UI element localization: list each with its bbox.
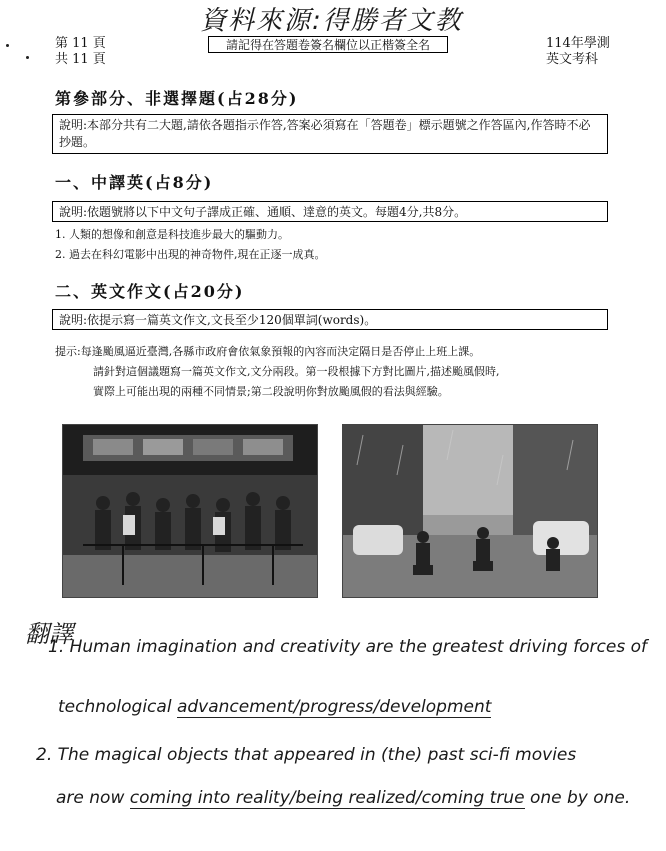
- section1-title: 一、中譯英(占8分): [55, 173, 214, 192]
- question-1: 1. 人類的想像和創意是科技進步最大的驅動力。: [55, 228, 289, 241]
- answer-2-line-1: 2. The magical objects that appeared in (the) past sci-fi movies: [36, 745, 577, 765]
- flooded-street-photo: [342, 424, 598, 598]
- answers-heading: 翻譯: [25, 620, 73, 648]
- section1-note: 說明:依題號將以下中文句子譯成正確、通順、達意的英文。每題4分,共8分。: [52, 201, 608, 222]
- prompt-line-1: 提示:每逢颱風逼近臺灣,各縣市政府會依氣象預報的內容而決定隔日是否停止上班上課。: [55, 345, 481, 358]
- section2-note: 說明:依提示寫一篇英文作文,文長至少120個單詞(words)。: [52, 309, 608, 330]
- answer-1-line-2: [58, 697, 491, 717]
- section2-title: 二、英文作文(占20分): [55, 282, 245, 301]
- answer-2-prefix: are now: [56, 788, 125, 808]
- answer-2-underlined: coming into reality/being realized/coming true: [129, 788, 525, 808]
- answer-2-line-2: [56, 788, 630, 808]
- margin-dot: [6, 44, 9, 47]
- answer-2-suffix: one by one.: [529, 788, 631, 808]
- question-2: 2. 過去在科幻電影中出現的神奇物件,現在正逐一成真。: [55, 248, 326, 261]
- answer-1-line-1: 1. Human imagination and creativity are the greatest driving forces of: [48, 637, 647, 657]
- page-total: 共 11 頁: [55, 52, 106, 67]
- part3-note: 說明:本部分共有二大題,請依各題指示作答,答案必須寫在「答題卷」標示題號之作答區內,作答時不必抄題。: [52, 114, 608, 154]
- exam-year: 114年學測: [546, 36, 610, 51]
- page-number: 第 11 頁: [55, 36, 106, 51]
- subject: 英文考科: [546, 52, 599, 67]
- answer-1-prefix: technological: [58, 697, 172, 717]
- signature-note: 請記得在答題卷簽名欄位以正楷簽全名: [208, 36, 448, 53]
- margin-dot: [26, 56, 29, 59]
- handwritten-source-title: 資料來源:得勝者文教: [200, 6, 463, 36]
- answer-1-underlined: advancement/progress/development: [176, 697, 492, 717]
- prompt-line-3: 實際上可能出現的兩種不同情景;第二段說明你對放颱風假的看法與經驗。: [93, 385, 449, 398]
- prompt-line-2: 請針對這個議題寫一篇英文作文,文分兩段。第一段根據下方對比圖片,描述颱風假時,: [93, 365, 500, 378]
- crowd-cinema-photo: [62, 424, 318, 598]
- part3-title: 第參部分、非選擇題(占28分): [55, 89, 299, 108]
